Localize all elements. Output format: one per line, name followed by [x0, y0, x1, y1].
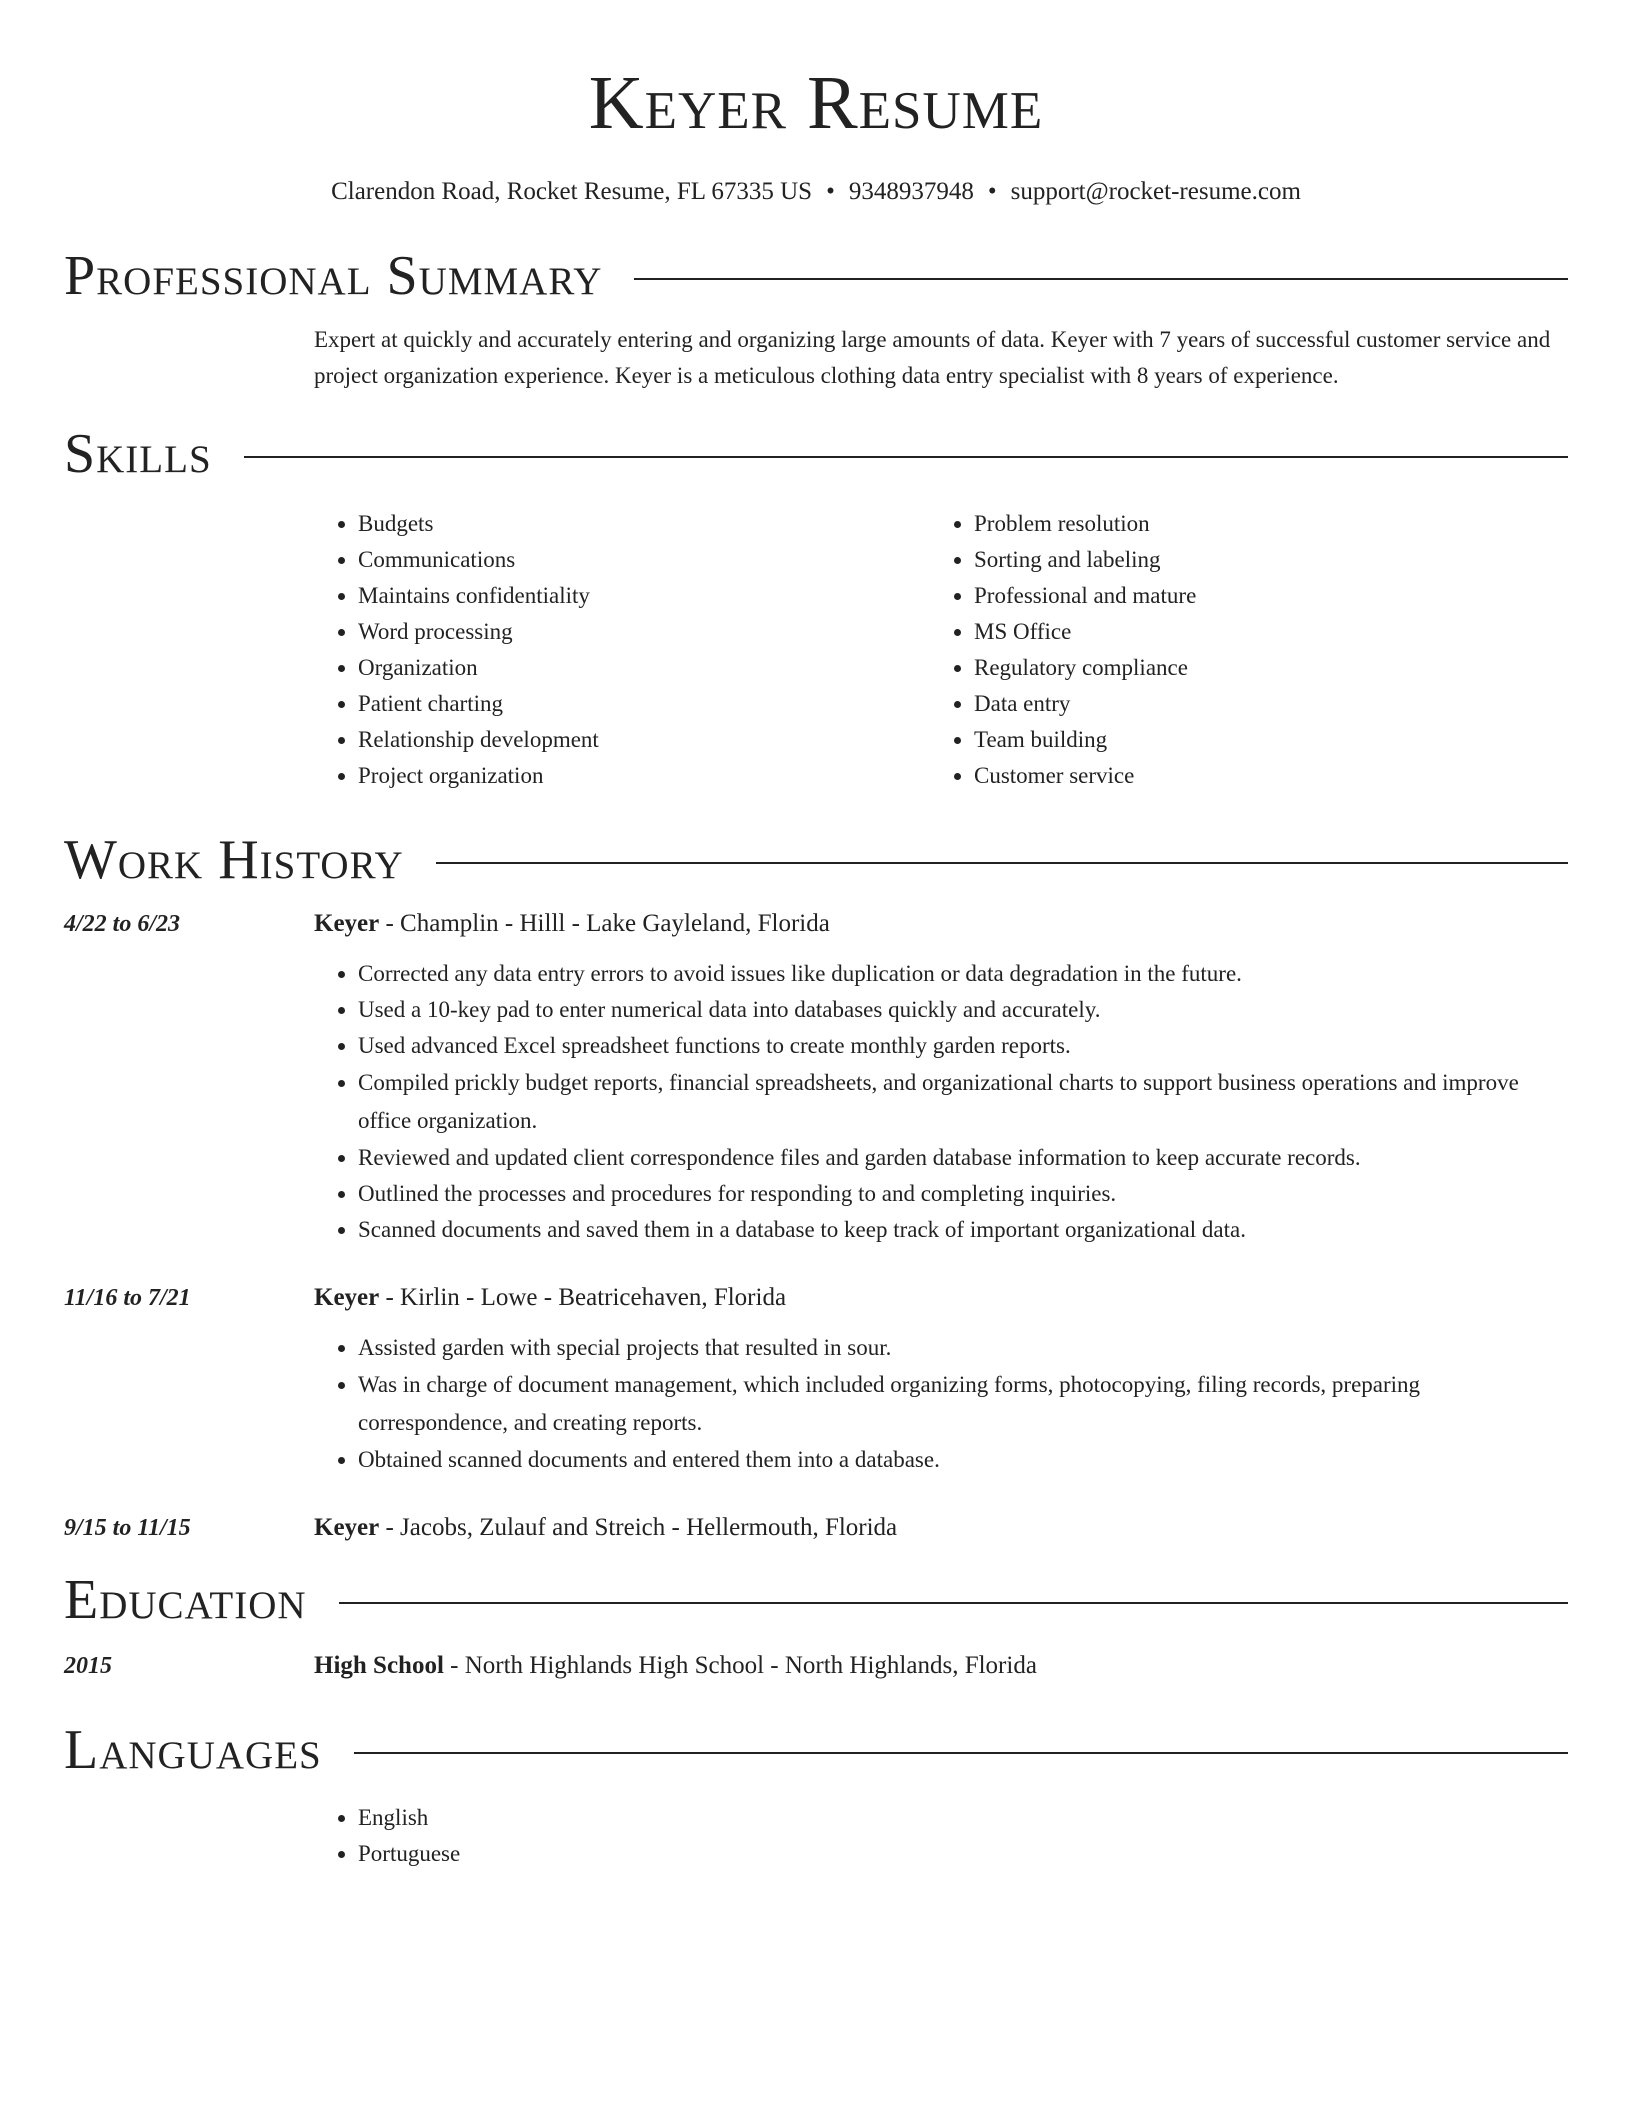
job-title-line — [314, 1280, 786, 1316]
skill-item: • MS Office — [974, 614, 1546, 650]
job-dates: 4/22 to 6/23 — [64, 911, 181, 937]
section-divider — [436, 862, 1568, 864]
job-title: Keyer — [314, 910, 380, 937]
skill-item: • Maintains confidentiality — [358, 578, 930, 614]
skill-item: • Budgets — [358, 506, 930, 542]
job-dates: 9/15 to 11/15 — [64, 1515, 191, 1541]
job-bullet: • Used a 10-key pad to enter numerical data into databases quickly and accurately. — [358, 992, 1568, 1028]
skill-item: • Professional and mature — [974, 578, 1546, 614]
skill-item: • Regulatory compliance — [974, 650, 1546, 686]
education-entry — [64, 1648, 1568, 1684]
skills-section-header — [64, 422, 1568, 486]
skill-item: • Customer service — [974, 758, 1546, 794]
job-entry — [64, 1280, 1568, 1478]
contact-separator: • — [826, 178, 835, 205]
skills-list — [314, 506, 1568, 794]
contact-address: Clarendon Road, Rocket Resume, FL 67335 US — [331, 178, 813, 205]
education-title-line — [314, 1648, 1037, 1684]
education-section-header — [64, 1568, 1568, 1632]
contact-separator: • — [987, 178, 997, 205]
skills-column-left — [314, 506, 930, 794]
job-details: - Kirlin - Lowe - Beatricehaven, Florida — [379, 1284, 787, 1311]
job-title-line — [314, 906, 830, 942]
job-bullet: • Corrected any data entry errors to avoid issues like duplication or data degradation in the future. — [358, 956, 1568, 992]
job-dates: 11/16 to 7/21 — [64, 1285, 191, 1311]
section-divider — [244, 456, 1568, 458]
skill-item: • Problem resolution — [974, 506, 1546, 542]
resume-name: Keyer Resume — [588, 61, 1044, 145]
skills-column-right — [930, 506, 1546, 794]
job-bullet: • Obtained scanned documents and entered them into a database. — [358, 1442, 1568, 1478]
job-entry — [64, 1510, 1568, 1546]
job-bullet: • Assisted garden with special projects that resulted in sour. — [358, 1330, 1568, 1366]
summary-section-header — [64, 244, 1568, 308]
skill-item: • Project organization — [358, 758, 930, 794]
summary-text: Expert at quickly and accurately entering and organizing large amounts of data. Keyer with 7 years of successful customer service and project organization experience. Keyer is a meticulous clothing data entry specialist with 8 years of experience. — [314, 327, 1551, 388]
job-details: - Jacobs, Zulauf and Streich - Hellermouth, Florida — [379, 1514, 898, 1541]
languages-list — [314, 1800, 1568, 1872]
job-bullet: • Reviewed and updated client correspondence files and garden database information to keep accurate records. — [358, 1140, 1568, 1176]
skill-item: • Communications — [358, 542, 930, 578]
section-divider — [354, 1752, 1568, 1754]
summary-heading: Professional Summary — [64, 245, 603, 307]
languages-heading: Languages — [64, 1719, 322, 1781]
section-divider — [339, 1602, 1568, 1604]
job-bullets — [314, 956, 1568, 1248]
contact-phone: 9348937948 — [848, 178, 974, 205]
education-heading: Education — [64, 1569, 307, 1631]
job-entry — [64, 906, 1568, 1248]
skill-item: • Relationship development — [358, 722, 930, 758]
skill-item: • Word processing — [358, 614, 930, 650]
skill-item: • Organization — [358, 650, 930, 686]
job-bullets — [314, 1330, 1568, 1478]
contact-email: support@rocket-resume.com — [1010, 178, 1301, 205]
contact-line — [64, 176, 1568, 208]
job-bullet: • Was in charge of document management, which included organizing forms, photocopying, filing records, preparing correspondence, and creating reports. — [358, 1366, 1568, 1442]
job-title: Keyer — [314, 1514, 380, 1541]
skills-heading: Skills — [64, 423, 212, 485]
work-heading: Work History — [64, 829, 404, 891]
skill-item: • Team building — [974, 722, 1546, 758]
skill-item: • Data entry — [974, 686, 1546, 722]
job-title-line — [314, 1510, 897, 1546]
education-year: 2015 — [64, 1653, 112, 1679]
section-divider — [634, 278, 1568, 280]
language-item: • English — [358, 1800, 1568, 1836]
job-bullet: • Scanned documents and saved them in a database to keep track of important organizational data. — [358, 1212, 1568, 1248]
education-degree: High School — [314, 1652, 444, 1679]
job-bullet: • Used advanced Excel spreadsheet functions to create monthly garden reports. — [358, 1028, 1568, 1064]
languages-section-header — [64, 1718, 1568, 1782]
skill-item: • Sorting and labeling — [974, 542, 1546, 578]
education-details: - North Highlands High School - North Highlands, Florida — [443, 1652, 1037, 1679]
language-item: • Portuguese — [358, 1836, 1568, 1872]
job-bullet: • Outlined the processes and procedures for responding to and completing inquiries. — [358, 1176, 1568, 1212]
job-title: Keyer — [314, 1284, 380, 1311]
job-bullet: • Compiled prickly budget reports, financial spreadsheets, and organizational charts to support business operations and improve office organization. — [358, 1064, 1568, 1140]
job-details: - Champlin - Hilll - Lake Gayleland, Florida — [379, 910, 830, 937]
work-section-header — [64, 828, 1568, 892]
skill-item: • Patient charting — [358, 686, 930, 722]
